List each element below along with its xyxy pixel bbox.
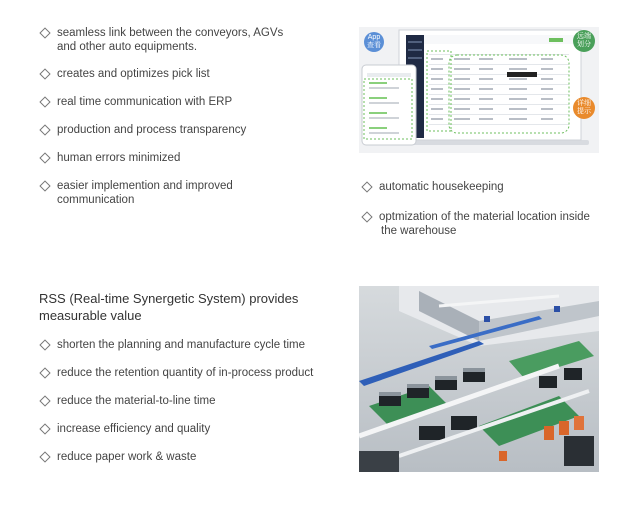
feature-list-top-left [39, 26, 339, 216]
factory-render-image [359, 286, 599, 472]
list-item [39, 151, 180, 165]
list-item-text: reduce the retention quantity of in-process product [57, 367, 314, 379]
list-item-text: automatic housekeeping [379, 181, 504, 193]
diamond-bullet-icon [39, 67, 51, 81]
diamond-bullet-icon [39, 394, 51, 408]
diamond-bullet-icon [39, 422, 51, 436]
diamond-bullet-icon [39, 26, 51, 40]
diamond-bullet-icon [39, 151, 51, 165]
screenshot-illustration [359, 27, 599, 153]
list-item [39, 338, 305, 352]
rss-heading-line2: measurable value [39, 308, 142, 323]
diamond-bullet-icon [39, 179, 51, 193]
diamond-bullet-icon [39, 123, 51, 137]
list-item-text: reduce paper work & waste [57, 451, 197, 463]
list-item [39, 450, 196, 464]
diamond-bullet-icon [39, 95, 51, 109]
list-item-text: seamless link between the conveyors, AGVs [57, 27, 284, 39]
remote-division-bubble: 远端 划分 [573, 30, 595, 52]
list-item-text-continued: the warehouse [381, 225, 457, 237]
app-view-bubble: App 查看 [364, 32, 384, 52]
list-item [361, 180, 504, 194]
diamond-bullet-icon [39, 338, 51, 352]
list-item-text: optmization of the material location inside [379, 211, 590, 223]
list-item-text: shorten the planning and manufacture cycle time [57, 339, 306, 351]
system-screenshot-image [359, 27, 599, 153]
diamond-bullet-icon [39, 450, 51, 464]
feature-list-right [361, 180, 631, 240]
list-item [39, 394, 216, 408]
list-item-text: human errors minimized [57, 152, 181, 164]
rss-value-list [39, 338, 339, 468]
list-item [39, 95, 232, 109]
list-item-text: reduce the material-to-line time [57, 395, 216, 407]
list-item [39, 123, 246, 137]
list-item-text: easier implemention and improved [57, 180, 233, 192]
factory-illustration [359, 286, 599, 472]
list-item [39, 67, 210, 81]
list-item [39, 26, 283, 54]
diamond-bullet-icon [361, 180, 373, 194]
list-item-text: creates and optimizes pick list [57, 68, 210, 80]
list-item [39, 179, 233, 207]
list-item-text: production and process transparency [57, 124, 247, 136]
list-item [39, 366, 313, 380]
list-item [39, 422, 210, 436]
list-item-text-continued: and other auto equipments. [57, 41, 198, 53]
list-item-text-continued: communication [57, 194, 135, 206]
diamond-bullet-icon [361, 210, 373, 224]
diamond-bullet-icon [39, 366, 51, 380]
list-item [361, 210, 590, 238]
list-item-text: real time communication with ERP [57, 96, 233, 108]
detail-hint-bubble: 详细 提示 [573, 97, 595, 119]
rss-heading [39, 290, 329, 324]
list-item-text: increase efficiency and quality [57, 423, 211, 435]
rss-heading-line1: RSS (Real-time Synergetic System) provides [39, 291, 299, 306]
